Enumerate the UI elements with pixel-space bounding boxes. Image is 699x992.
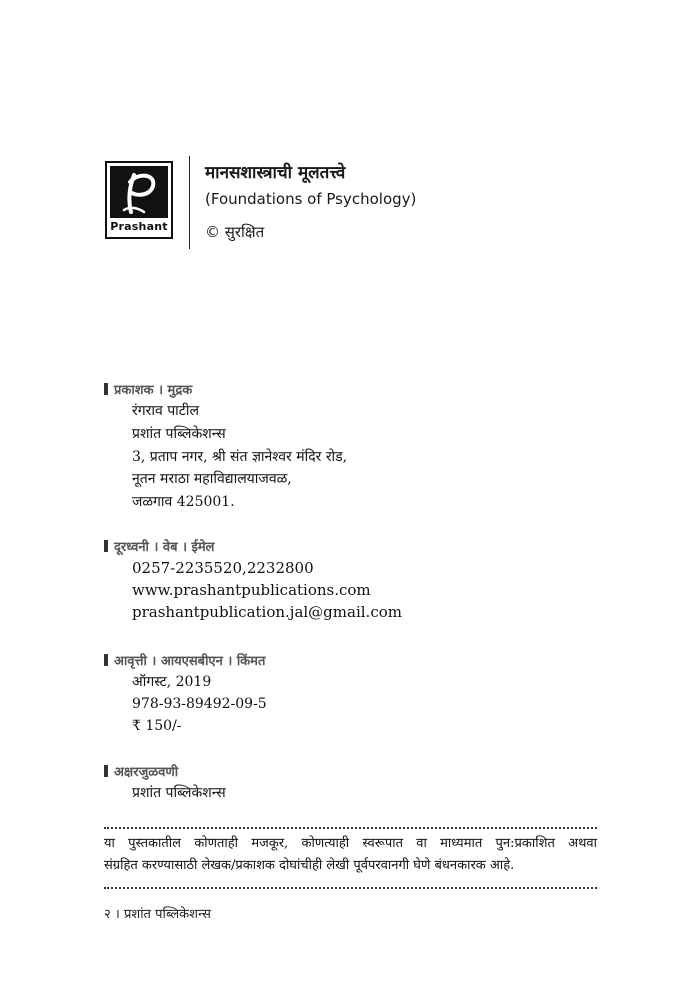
publisher-address-line-1: 3, प्रताप नगर, श्री संत ज्ञानेश्वर मंदिर रोड, <box>132 448 348 465</box>
book-subtitle: (Foundations of Psychology) <box>205 190 417 208</box>
logo-p-mark-icon <box>110 166 168 218</box>
edition-heading <box>104 651 267 669</box>
section-bullet-icon <box>104 540 108 552</box>
rights-notice <box>104 833 597 877</box>
publisher-heading-label: प्रकाशक । मुद्रक <box>114 383 193 398</box>
email-link[interactable]: prashantpublication.jal@gmail.com <box>132 603 402 621</box>
contact-heading-label: दूरध्वनी । वेब । ईमेल <box>114 540 215 555</box>
typesetting-section <box>104 762 226 804</box>
logo-wordmark: Prashant <box>110 220 168 233</box>
edition-date: ऑगस्ट, 2019 <box>132 674 212 690</box>
copyright-notice: © सुरक्षित <box>205 223 265 241</box>
section-bullet-icon <box>104 654 108 666</box>
rights-notice-line-1: या पुस्तकातील कोणताही मजकूर, कोणत्याही स्वरूपात वा माध्यमात पुन:प्रकाशित अथवा <box>104 836 597 851</box>
publisher-heading <box>104 380 347 398</box>
publisher-section <box>104 380 347 514</box>
notice-top-divider <box>104 827 597 829</box>
book-price: ₹ 150/- <box>132 718 182 734</box>
publisher-address-line-3: जळगाव 425001. <box>132 494 235 511</box>
publisher-address-line-2: नूतन मराठा महाविद्यालयाजवळ, <box>132 471 292 488</box>
section-bullet-icon <box>104 765 108 777</box>
publisher-logo <box>105 161 173 239</box>
website-link[interactable]: www.prashantpublications.com <box>132 581 371 599</box>
contact-heading <box>104 537 402 555</box>
publisher-name: रंगराव पाटील <box>132 403 199 419</box>
rights-notice-line-2: संग्रहित करण्यासाठी लेखक/प्रकाशक दोघांचीही लेखी पूर्वपरवानगी घेणे बंधनकारक आहे. <box>104 858 515 873</box>
isbn-number: 978-93-89492-09-5 <box>132 696 267 712</box>
typesetting-value: प्रशांत पब्लिकेशन्स <box>132 785 226 801</box>
page-footer: २ । प्रशांत पब्लिकेशन्स <box>104 907 211 922</box>
typesetting-heading-label: अक्षरजुळवणी <box>114 765 179 780</box>
notice-bottom-divider <box>104 887 597 889</box>
publisher-company: प्रशांत पब्लिकेशन्स <box>132 425 226 442</box>
phone-number: 0257-2235520,2232800 <box>132 559 314 577</box>
edition-section <box>104 651 267 737</box>
header-divider <box>189 156 190 249</box>
contact-section <box>104 537 402 623</box>
section-bullet-icon <box>104 383 108 395</box>
edition-heading-label: आवृत्ती । आयएसबीएन । किंमत <box>114 654 266 669</box>
book-title: मानसशास्त्राची मूलतत्त्वे <box>205 163 346 183</box>
typesetting-heading <box>104 762 226 780</box>
